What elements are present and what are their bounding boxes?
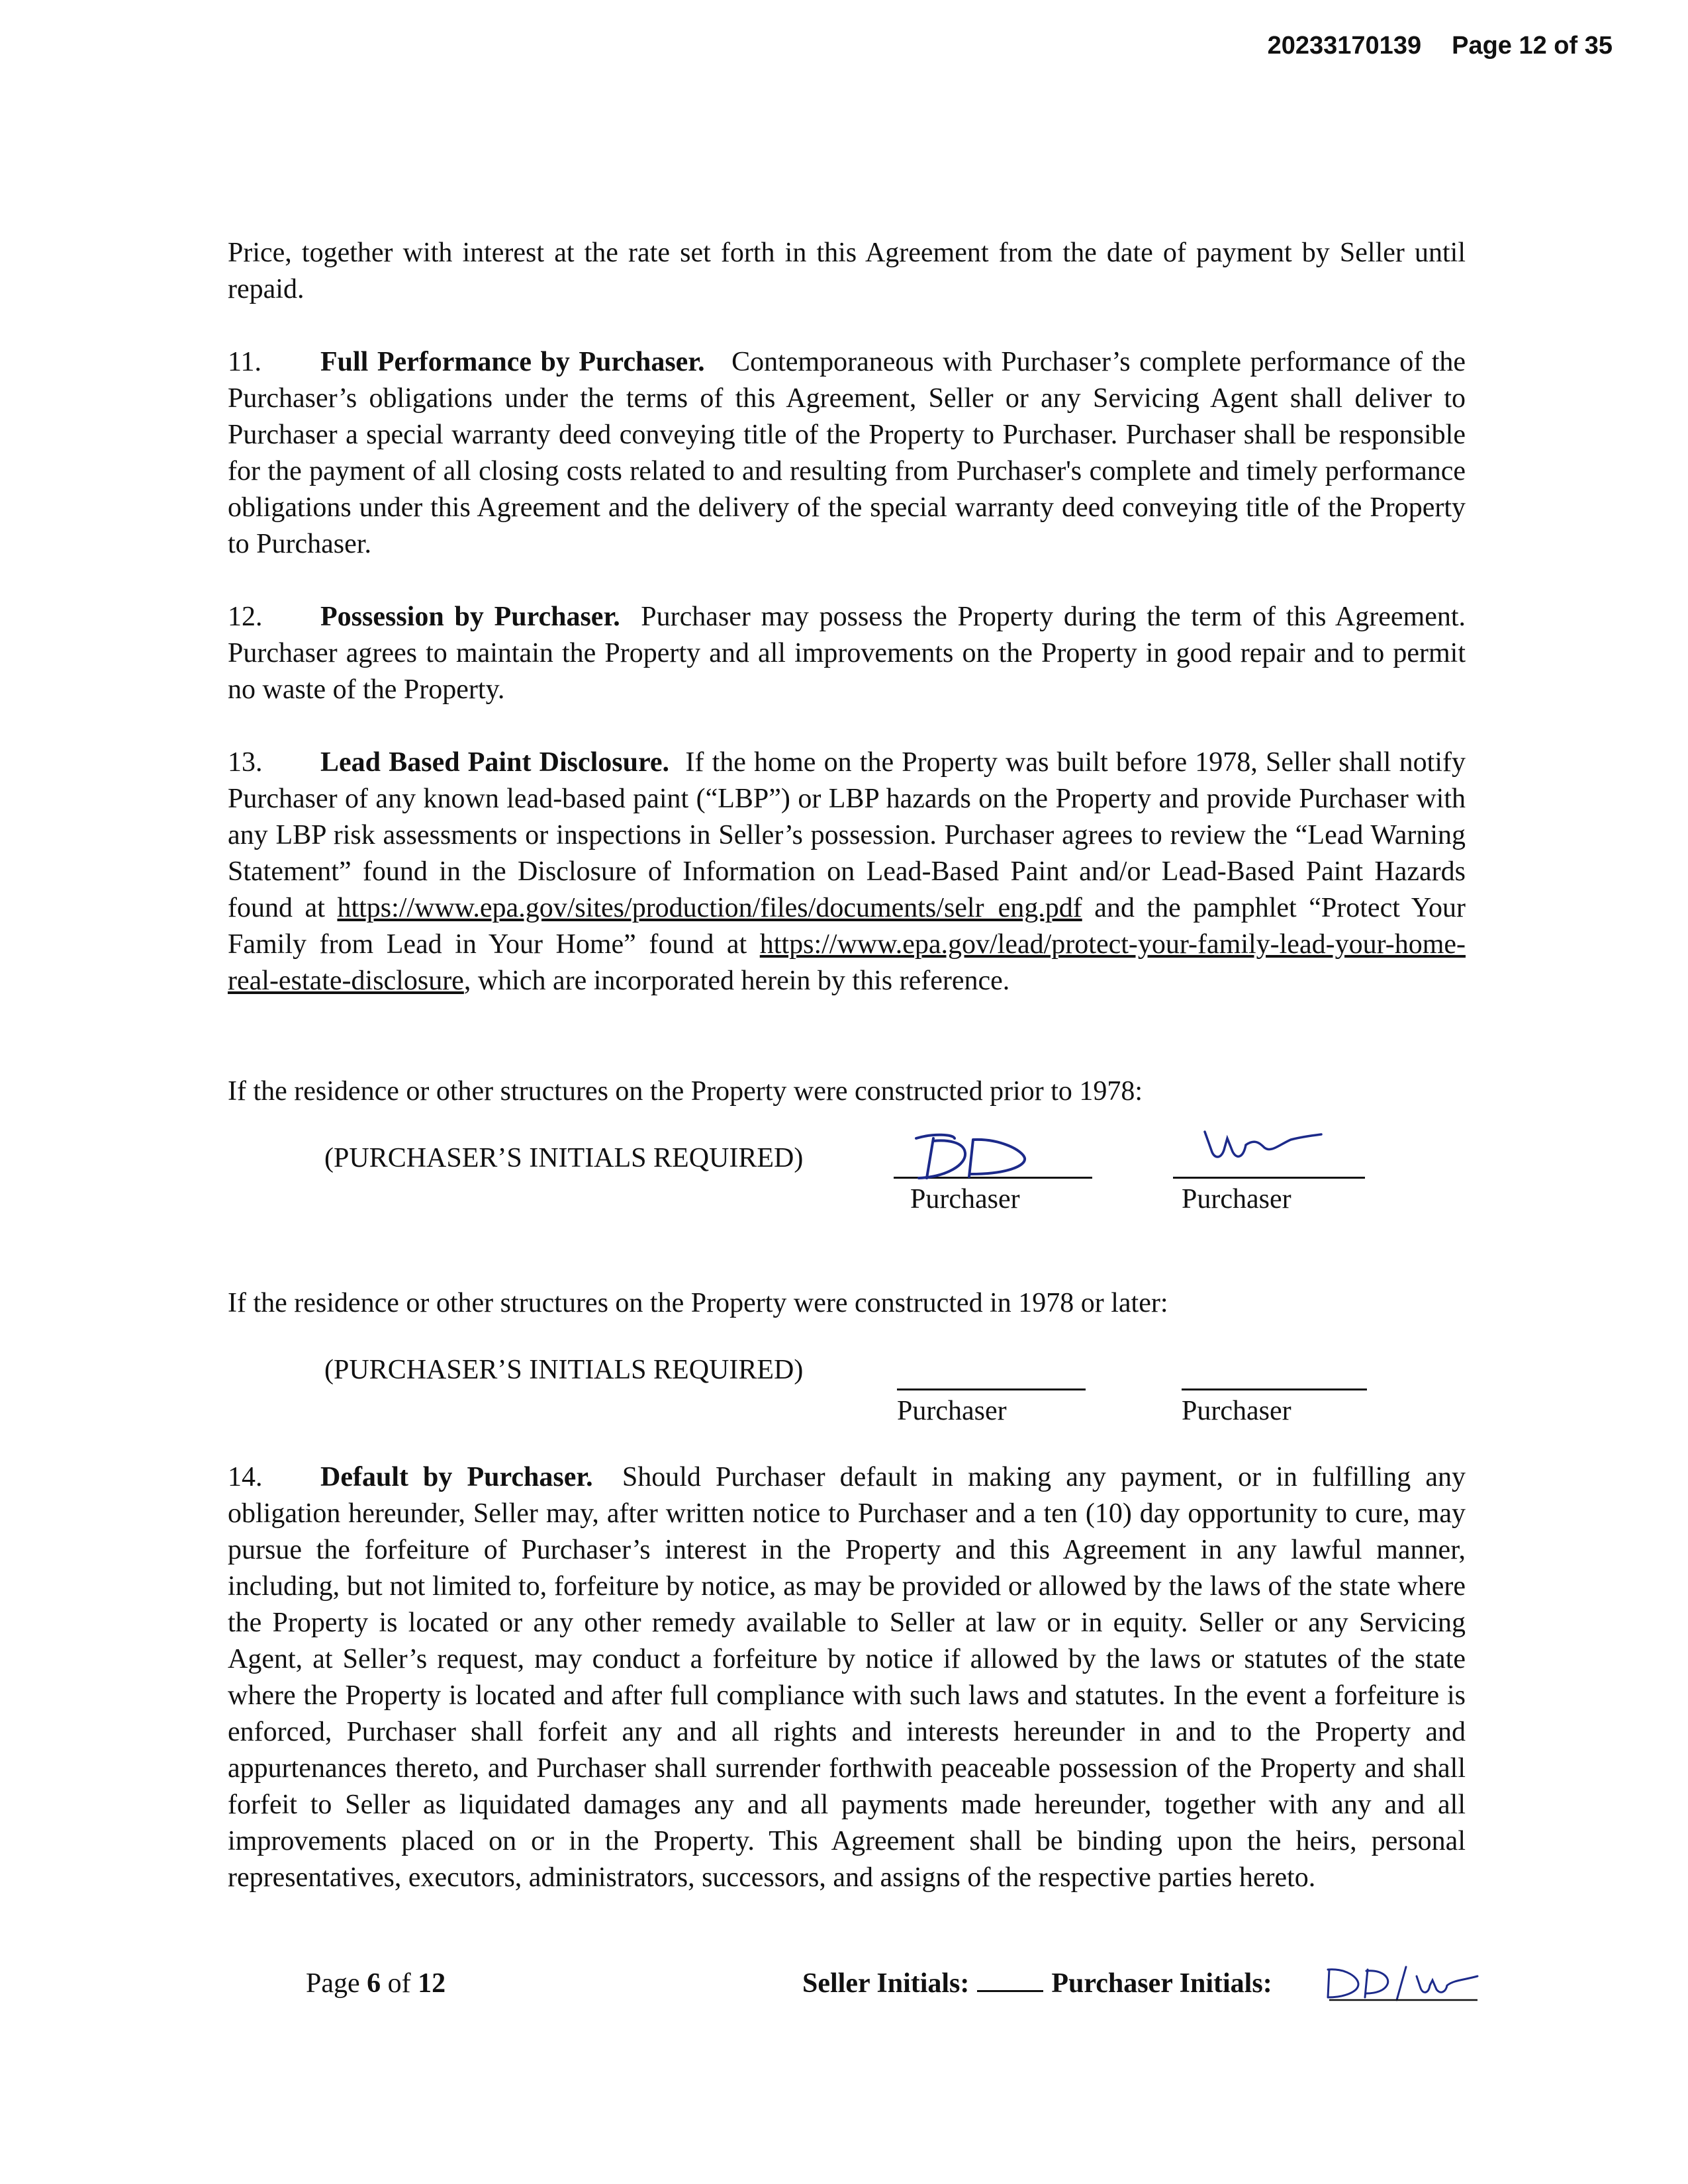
section-heading: Lead Based Paint Disclosure. (320, 747, 670, 778)
footer-of-label: of (387, 1968, 411, 1999)
section-number: 13. (228, 747, 263, 778)
seller-initials-label: Seller Initials: (802, 1968, 970, 1999)
section-13 (228, 745, 1466, 999)
epa-pamphlet-link[interactable]: https://www.epa.gov/lead/protect-your-family-lead-your-home-real-estate-disclosure (228, 929, 1466, 996)
section-heading: Default by Purchaser. (320, 1462, 593, 1492)
section-11 (228, 344, 1466, 563)
section-number: 12. (228, 602, 263, 632)
footer-page-number (306, 1966, 445, 2002)
condition-1978-or-later: If the residence or other structures on the Property were constructed in 1978 or later: (228, 1288, 1168, 1318)
section-text-end: , which are incorporated herein by this reference. (463, 966, 1010, 996)
section-number: 11. (228, 347, 261, 377)
continuation-paragraph: Price, together with interest at the rate set forth in this Agreement from the date of payment by Seller until repaid. (228, 238, 1466, 304)
purchaser-label-2a: Purchaser (897, 1396, 1007, 1426)
section-text: If the home on the Property was built before 1978, Seller shall notify Purchaser of any known lead-based paint (“LBP”) or LBP hazards on the Property and provide Purchaser with any LBP risk assessments or inspections in Seller’s possession. Purchaser agrees to review the “Lead Warning Statement” found in the Disclosure of Information on Lead-Based Paint and/or Lead-Based Paint Hazards found at (228, 747, 1466, 923)
recording-stamp (1268, 32, 1613, 60)
initials-required-label-1: (PURCHASER’S INITIALS REQUIRED) (324, 1143, 804, 1173)
epa-disclosure-link[interactable]: https://www.epa.gov/sites/production/files/documents/selr_eng.pdf (337, 893, 1082, 923)
section-text-middle: and the pamphlet “Protect Your Family from Lead in Your Home” found at (228, 893, 1466, 960)
footer-handwritten-initials (1324, 1960, 1483, 2007)
section-heading: Full Performance by Purchaser. (320, 347, 705, 377)
purchaser-initials-line-2b[interactable] (1182, 1388, 1367, 1390)
section-text: Purchaser may possess the Property during the term of this Agreement. Purchaser agrees to maintain the Property and all improvements on the Property in good repair and to permit no waste of the Property. (228, 602, 1466, 705)
purchaser-label-1a: Purchaser (910, 1184, 1020, 1214)
condition-prior-1978: If the residence or other structures on the Property were constructed prior to 1978: (228, 1076, 1143, 1107)
section-number: 14. (228, 1462, 263, 1492)
footer-page-current: 6 (367, 1968, 381, 1999)
purchaser-initials-label: Purchaser Initials: (1051, 1968, 1272, 1999)
handwritten-initials-mw (1192, 1118, 1337, 1178)
initials-required-label-2: (PURCHASER’S INITIALS REQUIRED) (324, 1355, 804, 1385)
document-number: 20233170139 (1267, 32, 1422, 60)
seller-initials-blank[interactable] (977, 1968, 1043, 1992)
stamp-page-label: Page 12 of 35 (1452, 32, 1613, 60)
section-14 (228, 1459, 1466, 1896)
footer-page-total: 12 (418, 1968, 446, 1999)
section-12 (228, 599, 1466, 708)
purchaser-label-2b: Purchaser (1182, 1396, 1291, 1426)
section-text: Contemporaneous with Purchaser’s complete performance of the Purchaser’s obligations under the terms of this Agreement, Seller or any Servicing Agent shall deliver to Purchaser a special warranty deed conveying title of the Property to Purchaser. Purchaser shall be responsible for the payment of all closing costs related to and resulting from Purchaser's complete and timely performance obligations under this Agreement and the delivery of the special warranty deed conveying title of the Property to Purchaser. (228, 347, 1466, 559)
handwritten-initials-dd (907, 1125, 1079, 1185)
footer-initials (802, 1966, 1272, 2002)
purchaser-label-1b: Purchaser (1182, 1184, 1291, 1214)
section-text: Should Purchaser default in making any payment, or in fulfilling any obligation hereunder, Seller may, after written notice to Purchaser and a ten (10) day opportunity to cure, may pursue the forfeiture of Purchaser’s interest in the Property and this Agreement in any lawful manner, including, but not limited to, forfeiture by notice, as may be provided or allowed by the laws of the state where the Property is located or any other remedy available to Seller at law or in equity. Seller or any Servicing Agent, at Seller’s request, may conduct a forfeiture by notice if allowed by the laws or statutes of the state where the Property is located and after full compliance with such laws and statutes. In the event a forfeiture is enforced, Purchaser shall forfeit any and all rights and interests hereunder in and to the Property and appurtenances thereto, and Purchaser shall surrender forthwith peaceable possession of the Property and shall forfeit to Seller as liquidated damages any and all payments made hereunder, together with any and all improvements placed on or in the Property. This Agreement shall be binding upon the heirs, personal representatives, executors, administrators, successors, and assigns of the respective parties hereto. (228, 1462, 1466, 1893)
footer-page-label: Page (306, 1968, 360, 1999)
section-heading: Possession by Purchaser. (320, 602, 620, 632)
purchaser-initials-line-2a[interactable] (897, 1388, 1086, 1390)
